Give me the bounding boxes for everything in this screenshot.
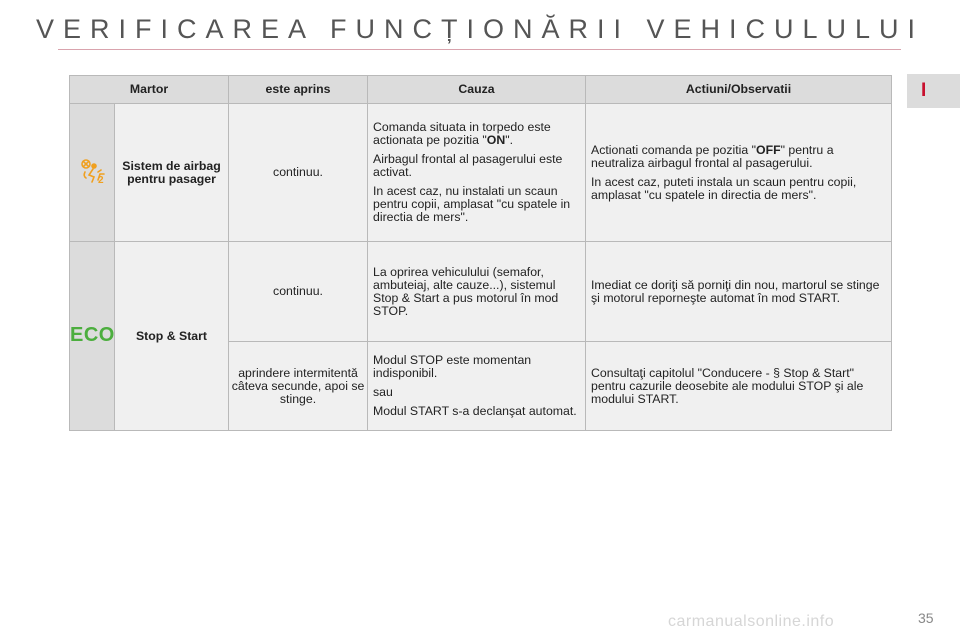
stopstart-action-2: Consultaţi capitolul "Conducere - § Stop & Start" pentru cazurile deosebite ale modului STOP şi ale modului START. xyxy=(591,365,864,406)
header-actiuni: Actiuni/Observatii xyxy=(586,76,892,104)
airbag-cause-1-text: Comanda situata in torpedo este actionata pe pozitia " xyxy=(373,120,551,147)
stopstart-cause-1: La oprirea vehiculului (semafor, ambuteiaj, alte cauze...), sistemul Stop & Start a pus motorul în mod STOP. xyxy=(373,264,559,318)
airbag-action-cell xyxy=(586,104,892,242)
stopstart-cause-2a: Modul STOP este momentan indisponibil. xyxy=(373,353,532,380)
airbag-indicator-cell xyxy=(70,104,115,242)
stopstart-cause-1-cell xyxy=(368,242,586,342)
airbag-cause-2: Airbagul frontal al pasagerului este activat. xyxy=(373,152,563,179)
stopstart-state-2-cell: aprindere intermitentă câteva secunde, apoi se stinge. xyxy=(229,342,368,431)
header-martor: Martor xyxy=(70,76,229,104)
stopstart-state-1-cell: continuu. xyxy=(229,242,368,342)
airbag-action-2: In acest caz, puteti instala un scaun pentru copii, amplasat "cu spatele in directia de mers". xyxy=(591,174,857,202)
airbag-cause-3: In acest caz, nu instalati un scaun pentru copii, amplasat "cu spatele in directia de mers". xyxy=(373,184,571,224)
page-number: 35 xyxy=(918,610,934,626)
stopstart-action-2-cell xyxy=(586,342,892,431)
table-header-row xyxy=(70,76,892,104)
airbag-cause-1 xyxy=(373,121,580,147)
airbag-action-1 xyxy=(591,144,886,170)
airbag-off-label: OFF xyxy=(756,142,781,157)
airbag-state-cell: continuu. xyxy=(229,104,368,242)
airbag-cause-cell xyxy=(368,104,586,242)
airbag-action-1-end: " pentru a neutraliza airbagul frontal al pasagerului. xyxy=(591,142,834,170)
page-title: VERIFICAREA FUNCȚIONĂRII VEHICULULUI xyxy=(35,14,925,44)
stopstart-cause-2c: Modul START s-a declanşat automat. xyxy=(373,404,577,418)
stopstart-cause-2-cell xyxy=(368,342,586,431)
table-row xyxy=(70,104,892,242)
header-este-aprins: este aprins xyxy=(229,76,368,104)
passenger-airbag-icon xyxy=(77,158,107,184)
eco-indicator-cell xyxy=(70,242,115,431)
section-tab[interactable] xyxy=(907,74,960,108)
svg-text:2: 2 xyxy=(98,175,104,184)
airbag-name-cell: Sistem de airbag pentru pasager xyxy=(115,104,229,242)
header-cauza: Cauza xyxy=(368,76,586,104)
warning-lights-table xyxy=(69,75,892,431)
stopstart-cause-2b: sau xyxy=(373,385,393,399)
watermark: carmanualsonline.info xyxy=(668,613,835,630)
title-divider xyxy=(58,49,901,50)
stopstart-action-1-cell xyxy=(586,242,892,342)
section-tab-label: I xyxy=(921,80,927,101)
eco-icon: ECO xyxy=(70,323,115,346)
stopstart-name-cell: Stop & Start xyxy=(115,242,229,431)
airbag-on-label: ON xyxy=(486,133,506,147)
airbag-cause-1-end: ". xyxy=(505,133,514,147)
table-row xyxy=(70,242,892,342)
stopstart-action-1: Imediat ce doriţi să porniţi din nou, martorul se stinge şi motorul reporneşte automat în mod START. xyxy=(591,277,880,305)
airbag-action-1-text: Actionati comanda pe pozitia " xyxy=(591,142,757,157)
